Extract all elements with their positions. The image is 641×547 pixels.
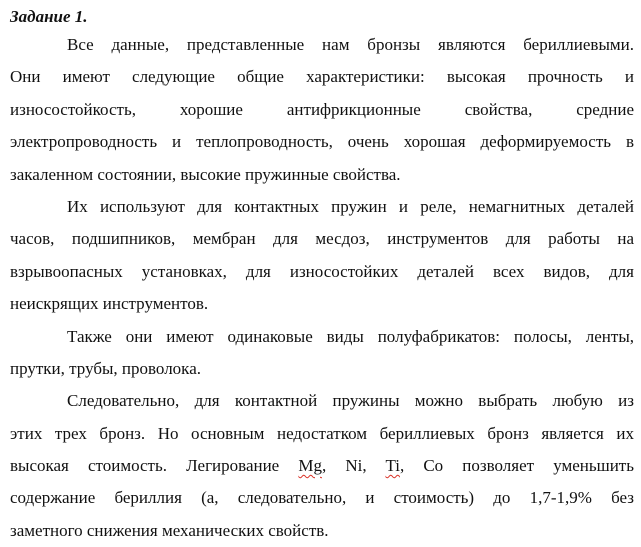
text-line: Их используют для контактных пружин и реле, немагнитных деталей	[67, 196, 634, 216]
text-line: электропроводность и теплопроводность, очень хорошая деформируемость в	[10, 132, 634, 152]
text-line: Следовательно, для контактной пружины можно выбрать любую из	[67, 391, 634, 411]
text-line: износостойкость, хорошие антифрикционные свойства, средние	[10, 99, 634, 119]
task-heading: Задание 1.	[10, 7, 88, 26]
text-line: прутки, трубы, проволока.	[10, 358, 201, 378]
text-line: часов, подшипников, мембран для месдоз, инструментов для работы на	[10, 229, 634, 249]
text-line: взрывоопасных установках, для износостойких деталей всех видов, для	[10, 261, 634, 281]
text-fragment: , Ni,	[321, 456, 386, 476]
text-line-alloying	[10, 450, 634, 482]
text-line: заметного снижения механических свойств.	[10, 520, 329, 540]
text-line: Все данные, представленные нам бронзы являются бериллиевыми.	[67, 35, 634, 54]
text-line: содержание бериллия (а, следовательно, и стоимость) до 1,7-1,9% без	[10, 488, 634, 508]
text-line: этих трех бронз. Но основным недостатком бериллиевых бронз является их	[10, 423, 634, 443]
spellcheck-word-mg: Mg	[298, 456, 322, 476]
paragraph-conclusion	[10, 385, 634, 547]
document-body	[10, 4, 634, 547]
paragraph-characteristics	[10, 29, 634, 191]
spellcheck-word-ti: Ti	[385, 456, 400, 476]
text-fragment: высокая стоимость. Легирование	[10, 456, 299, 476]
text-line: Они имеют следующие общие характеристики: высокая прочность и	[10, 67, 634, 87]
text-line: неискрящих инструментов.	[10, 294, 209, 314]
text-fragment: , Co позволяет уменьшить	[399, 456, 634, 476]
paragraph-applications	[10, 191, 634, 321]
text-line: закаленном состоянии, высокие пружинные свойства.	[10, 164, 401, 184]
text-line: Также они имеют одинаковые виды полуфабрикатов: полосы, ленты,	[67, 326, 634, 346]
paragraph-semifinished	[10, 321, 634, 386]
